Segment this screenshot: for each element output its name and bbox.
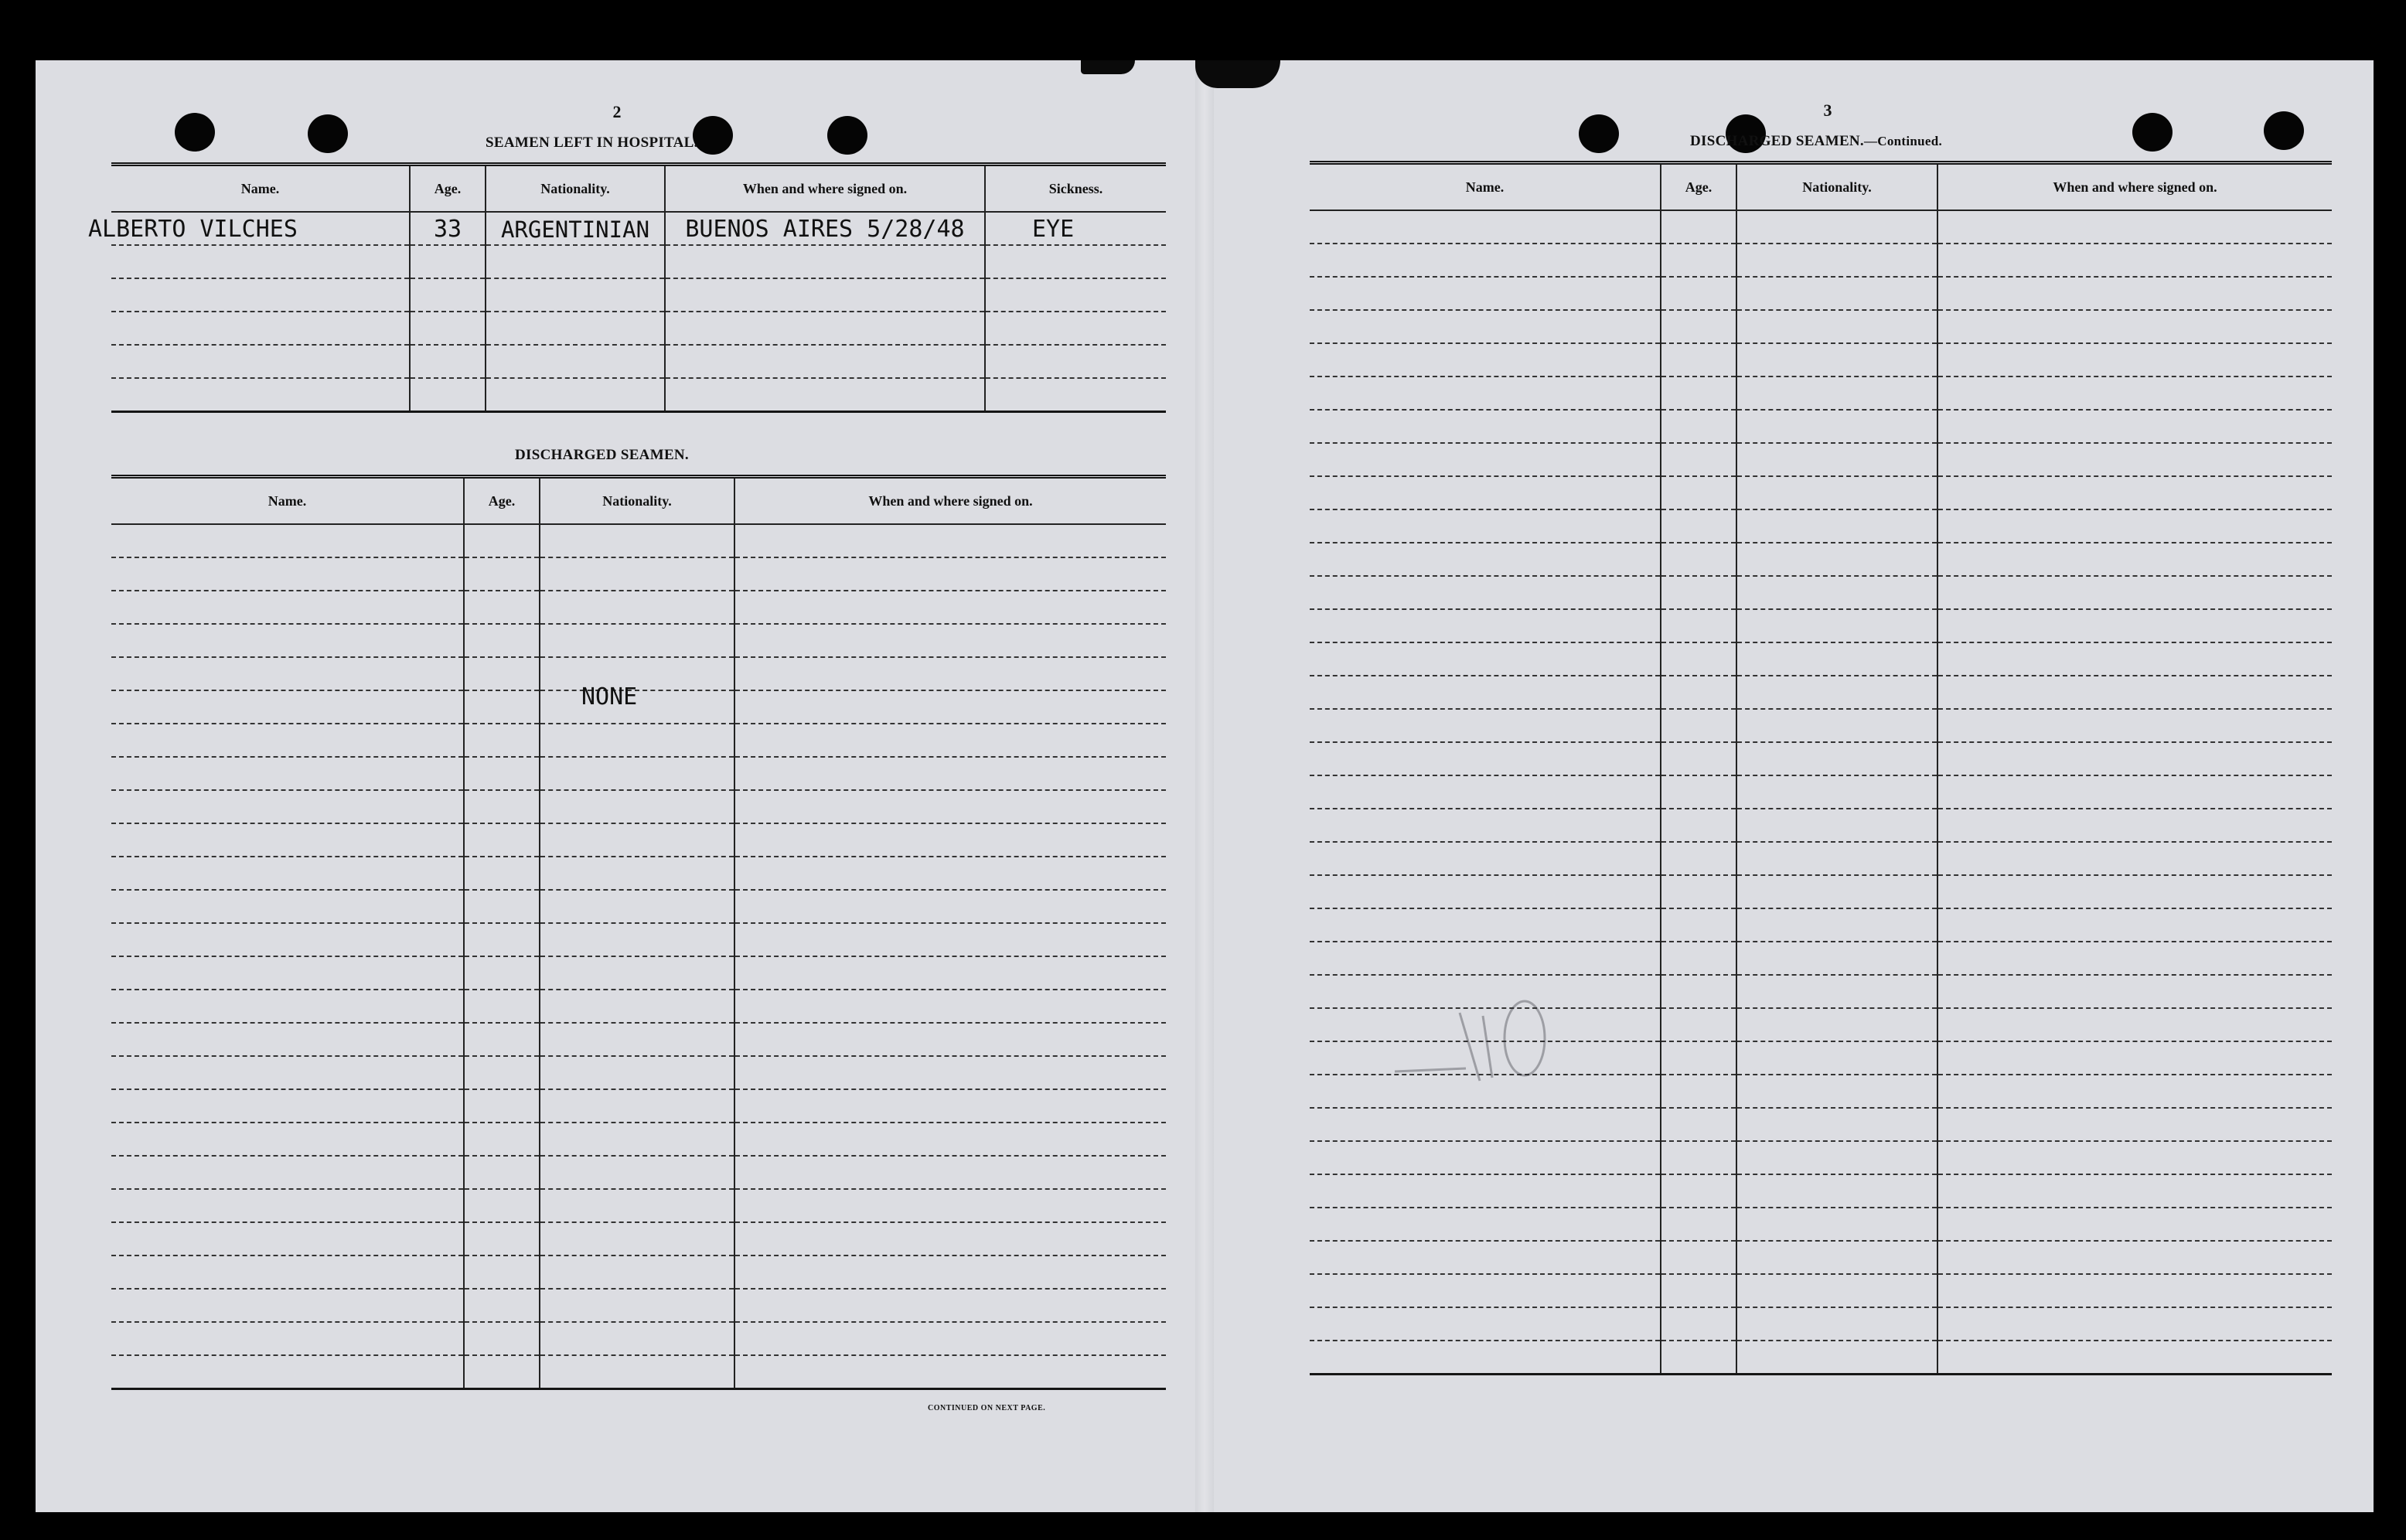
- table-row: [111, 245, 1166, 278]
- seaman-nationality: ARGENTINIAN: [500, 216, 650, 243]
- hospital-section-title: SEAMEN LEFT IN HOSPITAL.: [486, 135, 698, 151]
- bleed-through-marks: [1205, 60, 2374, 1512]
- hospital-header-row: [111, 165, 1166, 213]
- table-row: [111, 724, 1166, 757]
- table-row: [111, 857, 1166, 890]
- table-row: [111, 345, 1166, 378]
- right-page: [1205, 60, 2374, 1512]
- col-sickness-header: Sickness.: [985, 165, 1166, 213]
- table-row: [111, 1123, 1166, 1156]
- table-row: [111, 1089, 1166, 1123]
- seaman-name: ALBERTO VILCHES: [88, 216, 298, 243]
- discharged-table: [111, 475, 1166, 1390]
- table-row: [111, 990, 1166, 1023]
- table-row: [111, 956, 1166, 990]
- table-row: [111, 212, 1166, 245]
- punch-hole: [175, 113, 215, 152]
- discharged-header-row: [111, 477, 1166, 525]
- table-row: [111, 1056, 1166, 1089]
- table-row: [111, 657, 1166, 690]
- seaman-signed-on: BUENOS AIRES 5/28/48: [685, 216, 965, 243]
- table-row: [111, 823, 1166, 857]
- table-row: [111, 312, 1166, 345]
- col-name-header: Name.: [1310, 163, 1661, 211]
- col-age-header: Age.: [464, 477, 540, 525]
- continued-note: CONTINUED ON NEXT PAGE.: [928, 1404, 1046, 1412]
- discharged-section-title: DISCHARGED SEAMEN.: [515, 447, 689, 463]
- table-row: [111, 557, 1166, 591]
- table-row: [111, 923, 1166, 956]
- seaman-sickness: EYE: [1032, 216, 1075, 243]
- table-row: [111, 1355, 1166, 1389]
- col-name-header: Name.: [111, 477, 464, 525]
- table-row: [111, 1222, 1166, 1256]
- col-age-header: Age.: [410, 165, 486, 213]
- table-row: [111, 624, 1166, 657]
- page-number: 2: [612, 102, 622, 121]
- table-row: [111, 690, 1166, 724]
- left-page: [36, 60, 1205, 1512]
- table-row: [111, 1156, 1166, 1189]
- none-note: NONE: [581, 683, 638, 710]
- table-row: [111, 1189, 1166, 1222]
- table-row: [111, 378, 1166, 412]
- seaman-age: 33: [433, 216, 462, 243]
- faint-stamp-mark: [1395, 1001, 1545, 1081]
- discharged-title-text: DISCHARGED SEAMEN.: [1690, 133, 1864, 149]
- table-row: [111, 890, 1166, 923]
- col-signed-on-header: When and where signed on.: [665, 165, 985, 213]
- table-row: [111, 790, 1166, 823]
- table-row: [111, 1256, 1166, 1289]
- table-row: [111, 278, 1166, 312]
- table-row: [111, 1289, 1166, 1322]
- col-age-header: Age.: [1661, 163, 1736, 211]
- punch-hole: [308, 114, 348, 153]
- hospital-table: [88, 162, 1166, 413]
- table-row: [111, 1322, 1166, 1355]
- col-name-header: Name.: [111, 165, 410, 213]
- table-row: [111, 524, 1166, 557]
- col-nationality-header: Nationality.: [540, 477, 734, 525]
- table-row: [111, 757, 1166, 790]
- col-signed-on-header: When and where signed on.: [1937, 163, 2332, 211]
- punch-hole: [693, 116, 733, 155]
- punch-hole: [827, 116, 867, 155]
- document-sheet: [36, 60, 2374, 1512]
- paper-tear: [1081, 60, 1135, 74]
- col-nationality-header: Nationality.: [1736, 163, 1937, 211]
- table-row: [111, 591, 1166, 624]
- col-nationality-header: Nationality.: [486, 165, 665, 213]
- table-row: [111, 1023, 1166, 1056]
- page-number: 3: [1823, 101, 1832, 120]
- col-signed-on-header: When and where signed on.: [734, 477, 1166, 525]
- continued-suffix: —Continued.: [1864, 134, 1943, 148]
